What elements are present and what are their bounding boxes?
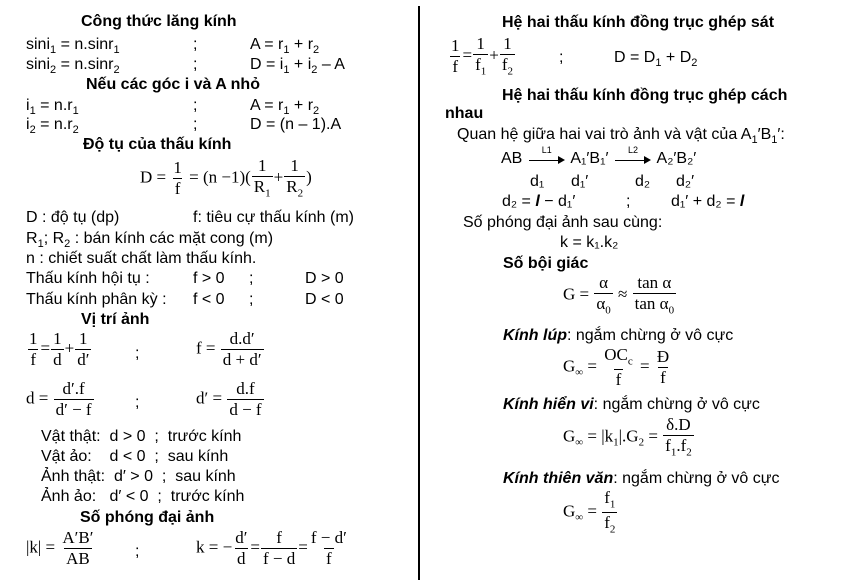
microscope-formula: $G_\infty = |k_1|.G_2$ = $\frac{\delta.D}{f_1.f_2}$	[563, 415, 692, 459]
final-magnification-label: Số phóng đại ảnh sau cùng:	[463, 214, 663, 231]
prism-row-1: sini$_1$ = n.sinr$_1$	[26, 36, 120, 57]
microscope-label: Kính hiển vi: ngắm chừng ở vô cực	[503, 396, 760, 413]
telescope-formula: $G_\infty$ = $\frac{f_1}{f_2}$	[563, 488, 616, 536]
total-magnification: k = k₁.k₂	[560, 234, 619, 251]
image-chain: AB L1 A₁′B₁′ L2 A₂′B₂′	[501, 144, 697, 167]
def-power: D : độ tụ (dp)	[26, 209, 120, 226]
magnification-abs: |k| = $\frac{A'B'}{AB}$	[26, 528, 94, 568]
column-divider	[418, 6, 420, 580]
object-image-relation: Quan hệ giữa hai vai trò ảnh và vật của $A_1'B_1'$:	[457, 126, 785, 147]
def-index: n : chiết suất chất làm thấu kính.	[26, 250, 257, 267]
separator: ;	[626, 193, 631, 210]
separator: ;	[193, 116, 198, 133]
small-angle-1: $A = r_1 + r_2$	[250, 97, 320, 118]
image-distance-formula: d′ = $\frac{d.f}{d - f}$	[196, 379, 262, 419]
distance-d2: d₂	[635, 173, 651, 190]
diverging-f: f < 0	[193, 291, 225, 308]
converging-f: f > 0	[193, 270, 225, 287]
separator: ;	[559, 49, 564, 66]
small-row-1: $i_1 = n.r_1$	[26, 97, 79, 118]
distance-d2-prime: d₂′	[676, 173, 695, 190]
small-deviation: D = (n – 1).A	[250, 116, 342, 133]
angular-magnification-formula: G = $\frac{\alpha}{\alpha_0}$ ≈ $\frac{\text{tan α}}{\tan \alpha_0}$	[563, 273, 675, 317]
lens-power-formula: D = $\frac{1}{f}$ = (n −1)( $\frac{1}{R_1}$ + $\frac{1}{R_2}$ )	[140, 156, 312, 200]
separator: ;	[193, 56, 198, 73]
heading-thin-lens-system: Hệ hai thấu kính đồng trục ghép sát	[502, 14, 775, 31]
distance-d1-prime: d₁′	[571, 173, 589, 190]
arrow-icon: L2	[615, 154, 651, 164]
heading-magnification: Số phóng đại ảnh	[80, 509, 215, 526]
converging-D: D > 0	[305, 270, 344, 287]
heading-lens-power: Độ tụ của thấu kính	[83, 136, 232, 153]
prism-angle-1: $A = r_1 + r_2$	[250, 36, 320, 57]
converging-label: Thấu kính hội tụ :	[26, 270, 150, 287]
heading-separated-lenses-cont: nhau	[445, 105, 484, 122]
heading-prism: Công thức lăng kính	[81, 13, 237, 30]
arrow-icon: L1	[529, 154, 565, 164]
heading-angular-magnification: Số bội giác	[503, 255, 589, 272]
magnification-formula: k = − $\frac{d'}{d}$ = $\frac{f}{f - d}$ = $\frac{f - d'}{f}$	[196, 528, 347, 568]
separator: ;	[193, 36, 198, 53]
separator: ;	[193, 97, 198, 114]
object-distance-formula: d = $\frac{d'.f}{d' - f}$	[26, 379, 92, 419]
heading-separated-lenses: Hệ hai thấu kính đồng trục ghép cách	[502, 87, 788, 104]
prism-deviation: $D = i_1 + i_2 - A$	[250, 56, 345, 77]
separator: ;	[135, 345, 140, 362]
real-image: Ảnh thật: d′ > 0 ; sau kính	[41, 468, 236, 485]
loupe-formula: $G_\infty$ = $\frac{OC_c}{f}$ = $\frac{Đ}{f}$	[563, 345, 670, 389]
virtual-image: Ảnh ảo: d′ < 0 ; trước kính	[41, 488, 245, 505]
combined-power: $D = D_1 + D_2$	[614, 49, 698, 70]
lens-equation: $\frac{1}{f}$ = $\frac{1}{d}$ + $\frac{1}{d'}$	[29, 329, 90, 369]
separator: ;	[249, 291, 254, 308]
distance-relation-2: d₁′ + d₂ = l	[671, 193, 745, 210]
loupe-label: Kính lúp: ngắm chừng ở vô cực	[503, 327, 734, 344]
combined-focal-formula: $\frac{1}{f}$ = $\frac{1}{f_1}$ + $\frac{1}{f_2}$	[451, 34, 514, 78]
small-row-2: $i_2 = n.r_2$	[26, 116, 79, 137]
virtual-object: Vật ảo: d < 0 ; sau kính	[41, 448, 229, 465]
real-object: Vật thật: d > 0 ; trước kính	[41, 428, 242, 445]
heading-small-angles: Nếu các góc i và A nhỏ	[86, 76, 260, 93]
def-radius: $R_1$; $R_2$ : bán kính các mặt cong (m)	[26, 230, 274, 251]
diverging-D: D < 0	[305, 291, 344, 308]
diverging-label: Thấu kính phân kỳ :	[26, 291, 167, 308]
telescope-label: Kính thiên văn: ngắm chừng ở vô cực	[503, 470, 780, 487]
distance-d1: d₁	[530, 173, 545, 190]
separator: ;	[249, 270, 254, 287]
focal-formula: f = $\frac{d.d'}{d + d'}$	[196, 329, 262, 369]
separator: ;	[135, 394, 140, 411]
def-focal: f: tiêu cự thấu kính (m)	[193, 209, 354, 226]
prism-row-2: sini$_2$ = n.sinr$_2$	[26, 56, 120, 77]
separator: ;	[135, 543, 140, 560]
distance-relation-1: d₂ = l − d₁′	[502, 193, 576, 210]
heading-image-position: Vị trí ảnh	[81, 311, 150, 328]
